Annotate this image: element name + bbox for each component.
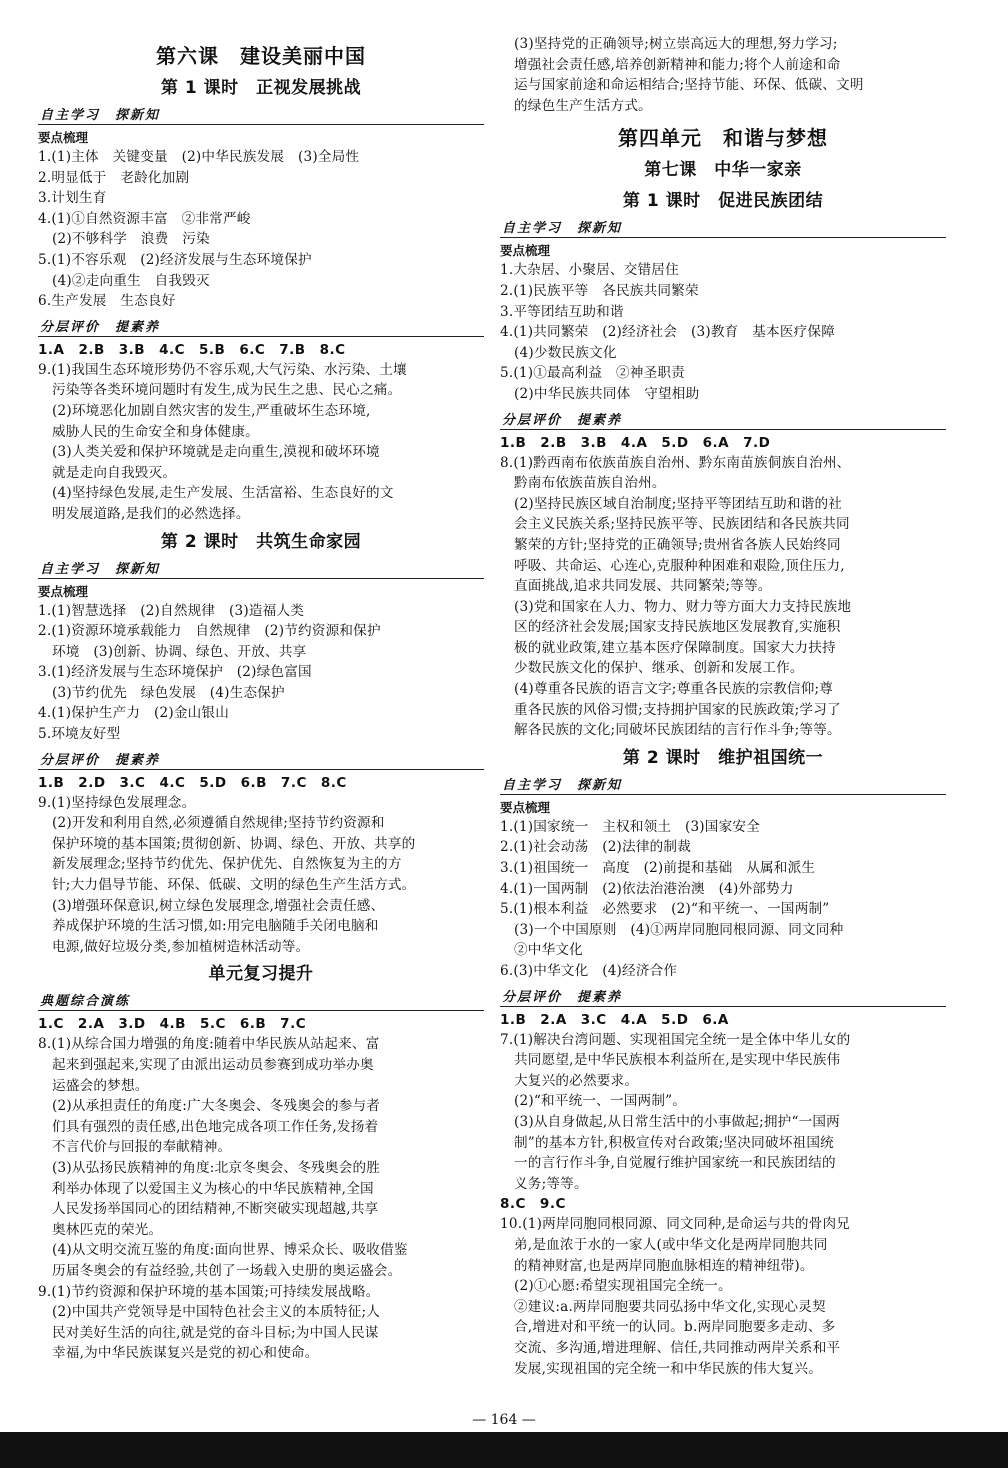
lesson7-period2-title: 第 2 课时 维护祖国统一 — [622, 747, 824, 768]
answer-line: 会主义民族关系;坚持民族平等、民族团结和各民族共同 — [514, 516, 850, 533]
point-line: 1.(1)国家统一 主权和领土 (3)国家安全 — [500, 818, 760, 835]
choice-answers: 1.B 2.A 3.C 4.A 5.D 6.A — [500, 1011, 729, 1028]
answer-line: 9.(1)我国生态环境形势仍不容乐观,大气污染、水污染、土壤 — [38, 361, 407, 378]
answer-line: 大复兴的必然要求。 — [514, 1072, 639, 1089]
answer-line: 繁荣的方针;坚持党的正确领导;贵州省各族人民始终同 — [514, 536, 841, 553]
answer-line: 直面挑战,追求共同发展、共同繁荣;等等。 — [514, 578, 772, 595]
answer-line: 的绿色生产生活方式。 — [514, 97, 652, 114]
section-dianti: 典题综合演练 — [38, 990, 484, 1011]
section-zizhu-xuexi: 自主学习 探新知 — [38, 104, 484, 125]
point-line: 1.大杂居、小聚居、交错居住 — [500, 262, 679, 279]
answer-line: (3)党和国家在人力、物力、财力等方面大力支持民族地 — [514, 598, 852, 615]
lesson6-period1-title: 第 1 课时 正视发展挑战 — [160, 78, 362, 98]
l7p2-q10 — [500, 1214, 946, 1379]
answer-line: 极的就业政策,建立基本医疗保障制度。国家大力扶持 — [514, 639, 836, 656]
answer-line: 交流、多沟通,增进理解、信任,共同推动两岸关系和平 — [514, 1339, 841, 1356]
point-line: (3)一个中国原则 (4)①两岸同胞同根同源、同文同种 — [514, 921, 844, 938]
point-line: 4.(1)①自然资源丰富 ②非常严峻 — [38, 210, 251, 227]
l6p1-q9 — [38, 360, 484, 525]
lesson7-title: 第七课 中华一家亲 — [644, 160, 802, 181]
answer-line: 明发展道路,是我们的必然选择。 — [52, 505, 250, 522]
answer-line: 重各民族的风俗习惯;支持拥护国家的民族政策;学习了 — [514, 701, 841, 718]
point-line: 2.(1)社会动荡 (2)法律的制裁 — [500, 839, 692, 856]
answer-line: 污染等各类环境问题时有发生,成为民生之患、民心之痛。 — [52, 382, 402, 399]
answer-line: 弟,是血浓于水的一家人(或中华文化是两岸同胞共同 — [514, 1236, 828, 1253]
point-line: 3.(1)经济发展与生态环境保护 (2)绿色富国 — [38, 664, 312, 681]
point-line: 1.(1)主体 关键变量 (2)中华民族发展 (3)全局性 — [38, 149, 360, 165]
answer-line: 解各民族的文化;同破坏民族团结的言行作斗争;等等。 — [514, 722, 841, 739]
section-fenceng-pingjia: 分层评价 提素养 — [38, 749, 484, 770]
answer-line: (2)坚持民族区域自治制度;坚持平等团结互助和谐的社 — [514, 495, 843, 512]
answer-line: 的精神财富,也是两岸同胞血脉相连的精神纽带)。 — [514, 1257, 814, 1274]
answer-line: 电源,做好垃圾分类,参加植树造林活动等。 — [52, 938, 310, 955]
point-line: 4.(1)一国两制 (2)依法治港治澳 (4)外部势力 — [500, 880, 794, 897]
choice-answers: 1.C 2.A 3.D 4.B 5.C 6.B 7.C — [38, 1016, 307, 1033]
answer-line: 威胁人民的生命安全和身体健康。 — [52, 423, 259, 440]
subsection-yaodian: 要点梳理 — [38, 130, 89, 145]
point-line: 6.(3)中华文化 (4)经济合作 — [500, 963, 678, 979]
answer-line: (2)①心愿:希望实现祖国完全统一。 — [514, 1278, 732, 1295]
answer-line: (3)增强环保意识,树立绿色发展理念,增强社会责任感、 — [52, 897, 385, 914]
point-line: 4.(1)保护生产力 (2)金山银山 — [38, 705, 230, 722]
answer-line: (4)尊重各民族的语言文字;尊重各民族的宗教信仰;尊 — [514, 681, 834, 698]
section-fenceng-pingjia: 分层评价 提素养 — [500, 986, 946, 1007]
answer-line: 区的经济社会发展;国家支持民族地区发展教育,实施积 — [514, 619, 841, 636]
point-line: 3.计划生育 — [38, 190, 107, 207]
answer-line: 7.(1)解决台湾问题、实现祖国完全统一是全体中华儿女的 — [500, 1031, 851, 1048]
point-line: 2.(1)资源环境承载能力 自然规律 (2)节约资源和保护 — [38, 623, 381, 640]
choice-answers: 1.B 2.B 3.B 4.A 5.D 6.A 7.D — [500, 434, 771, 451]
answer-line: 9.(1)节约资源和保护环境的基本国策;可持续发展战略。 — [38, 1283, 380, 1300]
subsection-yaodian: 要点梳理 — [500, 799, 551, 815]
unit4-title: 第四单元 和谐与梦想 — [618, 126, 828, 151]
answer-line: 幸福,为中华民族谋复兴是党的初心和使命。 — [52, 1345, 319, 1362]
answer-line: (3)从弘扬民族精神的角度:北京冬奥会、冬残奥会的胜 — [52, 1159, 381, 1176]
point-line: (2)不够科学 浪费 污染 — [52, 231, 210, 248]
lesson7-period1-title: 第 1 课时 促进民族团结 — [622, 191, 824, 212]
answer-line: 制”的基本方针,积极宣传对台政策;坚决同破坏祖国统 — [514, 1134, 834, 1151]
l6p2-q9 — [38, 793, 484, 958]
answer-line: (2)开发和利用自然,必须遵循自然规律;坚持节约资源和 — [52, 815, 385, 832]
unit-review-title: 单元复习提升 — [208, 964, 314, 985]
answer-line: 民对美好生活的向往,就是党的奋斗目标;为中国人民谋 — [52, 1324, 379, 1341]
answer-line: 们具有强烈的责任感,出色地完成各项工作任务,发扬着 — [52, 1118, 379, 1135]
l6p2-points — [38, 601, 484, 745]
answer-line: 共同愿望,是中华民族根本利益所在,是实现中华民族伟 — [514, 1052, 841, 1069]
answer-line: 起来到强起来,实现了由派出运动员参赛到成功举办奥 — [52, 1057, 374, 1073]
l6p1-points — [38, 147, 484, 312]
section-zizhu-xuexi: 自主学习 探新知 — [38, 558, 484, 579]
left-column — [38, 40, 484, 1364]
answer-line: (2)“和平统一、一国两制”。 — [514, 1093, 687, 1110]
answer-line: (4)从文明交流互鉴的角度:面向世界、博采众长、吸收借鉴 — [52, 1242, 408, 1259]
answer-line: 奥林匹克的荣光。 — [52, 1221, 163, 1238]
l7p1-points — [500, 260, 946, 404]
answer-line: 养成保护环境的生活习惯,如:用完电脑随手关闭电脑和 — [52, 918, 379, 935]
answer-line: ②建议:a.两岸同胞要共同弘扬中华文化,实现心灵契 — [514, 1298, 826, 1315]
answer-line: 黔南布依族苗族自治州。 — [514, 475, 666, 492]
answer-line: (2)环境恶化加剧自然灾害的发生,严重破坏生态环境, — [52, 402, 371, 419]
answer-line: 历届冬奥会的有益经验,共创了一场载入史册的奥运盛会。 — [52, 1262, 402, 1279]
answer-line: 呼吸、共命运、心连心,克服种种困难和艰险,顶住压力, — [514, 557, 845, 574]
choice-answers: 1.B 2.D 3.C 4.C 5.D 6.B 7.C 8.C — [38, 774, 347, 791]
point-line: 3.(1)祖国统一 高度 (2)前提和基础 从属和派生 — [500, 860, 816, 877]
review-q9 — [38, 1282, 484, 1364]
point-line: 4.(1)共同繁荣 (2)经济社会 (3)教育 基本医疗保障 — [500, 324, 836, 341]
point-line: 2.明显低于 老龄化加剧 — [38, 169, 190, 186]
point-line: (4)②走向重生 自我毁灭 — [52, 272, 210, 289]
l7p2-q7 — [500, 1030, 946, 1195]
choice-answers: 8.C 9.C — [500, 1196, 566, 1213]
answer-line: 发展,实现祖国的完全统一和中华民族的伟大复兴。 — [514, 1360, 822, 1377]
point-line: (3)节约优先 绿色发展 (4)生态保护 — [52, 684, 285, 701]
page-number: — 164 — — [472, 1412, 536, 1428]
answer-line: 保护环境的基本国策;贯彻创新、协调、绿色、开放、共享的 — [52, 835, 416, 852]
point-line: 1.(1)智慧选择 (2)自然规律 (3)造福人类 — [38, 602, 305, 619]
right-column — [500, 34, 946, 1379]
section-fenceng-pingjia: 分层评价 提素养 — [38, 316, 484, 337]
l7p2-points — [500, 817, 946, 982]
lesson6-period2-title: 第 2 课时 共筑生命家园 — [160, 531, 362, 552]
answer-line: 利举办体现了以爱国主义为核心的中华民族精神,全国 — [52, 1180, 374, 1197]
answer-line: (4)坚持绿色发展,走生产发展、生活富裕、生态良好的文 — [52, 485, 394, 502]
point-line: 3.平等团结互助和谐 — [500, 303, 624, 320]
answer-line: 运盛会的梦想。 — [52, 1077, 149, 1094]
lesson6-title: 第六课 建设美丽中国 — [156, 44, 366, 68]
answer-line: 一的言行作斗争,自觉履行维护国家统一和民族团结的 — [514, 1155, 836, 1172]
point-line: 5.(1)不容乐观 (2)经济发展与生态环境保护 — [38, 251, 312, 268]
choice-answers: 1.A 2.B 3.B 4.C 5.B 6.C 7.B 8.C — [38, 341, 346, 358]
section-zizhu-xuexi: 自主学习 探新知 — [500, 774, 946, 795]
point-line: 5.(1)①最高利益 ②神圣职责 — [500, 365, 685, 382]
point-line: (2)中华民族共同体 守望相助 — [514, 385, 700, 402]
answer-line: 不言代价与回报的奉献精神。 — [52, 1139, 232, 1156]
answer-line: 8.(1)黔西南布依族苗族自治州、黔东南苗族侗族自治州、 — [500, 454, 851, 471]
point-line: 5.环境友好型 — [38, 726, 121, 743]
answer-line: (3)从自身做起,从日常生活中的小事做起;拥护“一国两 — [514, 1113, 840, 1130]
subsection-yaodian: 要点梳理 — [38, 583, 89, 599]
answer-line: 少数民族文化的保护、继承、创新和发展工作。 — [514, 660, 804, 677]
answer-line: 8.(1)从综合国力增强的角度:随着中华民族从站起来、富 — [38, 1036, 380, 1053]
answer-line: 运与国家前途和命运相结合;坚持节能、环保、低碳、文明 — [514, 77, 864, 94]
answer-line: 针;大力倡导节能、环保、低碳、文明的绿色生产生活方式。 — [52, 877, 416, 894]
section-fenceng-pingjia: 分层评价 提素养 — [500, 409, 946, 430]
answer-line: (3)人类关爱和保护环境就是走向重生,漠视和破坏环境 — [52, 444, 380, 461]
answer-line: 人民发扬举国同心的团结精神,不断突破实现超越,共享 — [52, 1201, 379, 1218]
point-line: (4)少数民族文化 — [514, 344, 617, 361]
point-line: 6.生产发展 生态良好 — [38, 293, 176, 310]
point-line: 2.(1)民族平等 各民族共同繁荣 — [500, 282, 699, 299]
subsection-yaodian: 要点梳理 — [500, 243, 551, 259]
continued-answer — [500, 34, 946, 116]
review-q8 — [38, 1034, 484, 1281]
answer-line: 就是走向自我毁灭。 — [52, 464, 177, 481]
point-line: 5.(1)根本利益 必然要求 (2)“和平统一、一国两制” — [500, 901, 830, 918]
point-line: 环境 (3)创新、协调、绿色、开放、共享 — [52, 643, 307, 660]
answer-line: 新发展理念;坚持节约优先、保护优先、自然恢复为主的方 — [52, 856, 402, 873]
answer-line: 义务;等等。 — [514, 1175, 588, 1192]
answer-line: 合,增进对和平统一的认同。b.两岸同胞要多走动、多 — [514, 1319, 836, 1336]
answer-line: 9.(1)坚持绿色发展理念。 — [38, 794, 196, 811]
point-line: ②中华文化 — [514, 942, 583, 959]
answer-line: (3)坚持党的正确领导;树立崇高远大的理想,努力学习; — [514, 36, 838, 52]
bottom-scan-border — [0, 1432, 1008, 1468]
answer-line: (2)从承担责任的角度:广大冬奥会、冬残奥会的参与者 — [52, 1098, 381, 1115]
answer-line: 10.(1)两岸同胞同根同源、同文同种,是命运与共的骨肉兄 — [500, 1216, 851, 1233]
answer-line: (2)中国共产党领导是中国特色社会主义的本质特征;人 — [52, 1304, 381, 1321]
l7p1-q8 — [500, 453, 946, 741]
section-zizhu-xuexi: 自主学习 探新知 — [500, 217, 946, 238]
answer-line: 增强社会责任感,培养创新精神和能力;将个人前途和命 — [514, 56, 841, 73]
